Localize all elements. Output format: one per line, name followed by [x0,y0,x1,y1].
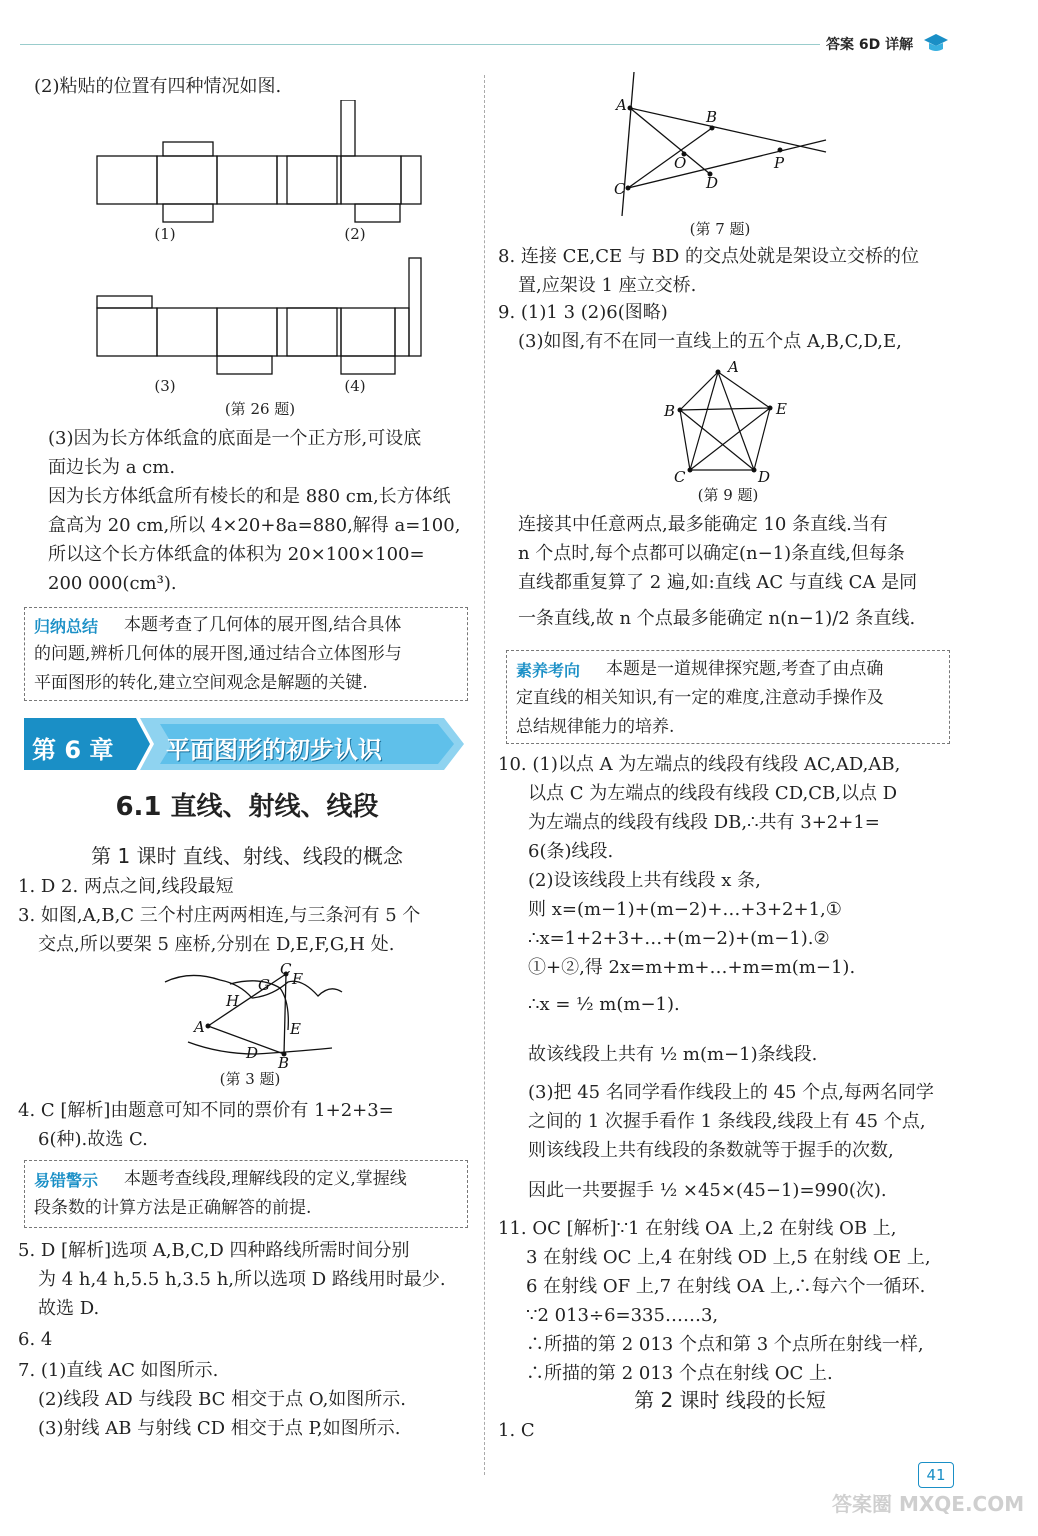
svg-text:P: P [774,154,785,172]
svg-text:G: G [258,976,270,994]
fig26-label-1: (1) [154,225,176,243]
answer-q9-line: (3)如图,有不在同一直线上的五个点 A,B,C,D,E, [518,331,902,352]
warning-tag: 易错警示 [34,1171,99,1190]
q26-part3-line: 因为长方体纸盒所有棱长的和是 880 cm,长方体纸 [48,486,451,507]
answer-q10-line: ∴x=1+2+3+…+(m−2)+(m−1).② [528,928,830,949]
figure-9-pentagon [660,358,800,484]
svg-text:D: D [246,1044,259,1062]
answer-q9-more: 直线都重复算了 2 遍,如:直线 AC 与直线 CA 是同 [518,572,918,593]
answer-q10-line: 10. (1)以点 A 为左端点的线段有线段 AC,AD,AB, [498,754,901,775]
answer-q9-more: n 个点时,每个点都可以确定(n−1)条直线,但每条 [518,543,905,564]
fig26-label-4: (4) [344,377,366,395]
answer-q5-line: 故选 D. [38,1298,100,1319]
answer-q10-line: 因此一共要握手 ½ ×45×(45−1)=990(次). [528,1180,887,1201]
answer-q10-line: 则该线段上共有线段的条数就等于握手的次数, [528,1140,894,1161]
chapter-label: 第 6 章 [32,736,114,764]
section-title: 6.1 直线、射线、线段 [115,792,379,822]
header-title: 答案 6D 详解 [826,37,914,53]
chapter-title: 平面图形的初步认识 [166,736,382,764]
figure-7-lines [600,70,840,220]
svg-text:A: A [194,1018,205,1036]
answer-q4-line: 6(种).故选 C. [38,1129,148,1150]
svg-text:A: A [616,96,627,114]
svg-text:A: A [728,358,739,376]
literacy-line: 定直线的相关知识,有一定的难度,注意动手操作及 [516,688,884,708]
svg-text:B: B [278,1054,290,1072]
answer-q3-line: 3. 如图,A,B,C 三个村庄两两相连,与三条河有 5 个 [18,905,421,926]
answer-q10-line: 之间的 1 次握手看作 1 条线段,线段上有 45 个点, [528,1111,926,1132]
answer-q7-line: (3)射线 AB 与射线 CD 相交于点 P,如图所示. [38,1418,401,1439]
answer-q11-line: ∵2 013÷6=335……3, [526,1305,719,1326]
fig7-caption: (第 7 题) [689,220,751,238]
answer-q7-line: 7. (1)直线 AC 如图所示. [18,1360,219,1381]
warning-line: 本题考查线段,理解线段的定义,掌握线 [124,1169,407,1189]
q26-part3-line: 所以这个长方体纸盒的体积为 20×100×100= [48,544,425,565]
summary-line: 的问题,辨析几何体的展开图,通过结合立体图形与 [34,644,402,664]
svg-text:O: O [674,154,687,172]
summary-line: 本题考查了几何体的展开图,结合具体 [124,615,402,635]
answer-q9-more: 连接其中任意两点,最多能确定 10 条直线.当有 [518,514,888,535]
figure-26-nets [90,100,430,420]
answer-q8-line: 8. 连接 CE,CE 与 BD 的交点处就是架设立交桥的位 [498,246,919,267]
fig26-caption: (第 26 题) [224,400,296,418]
header-rule [20,44,820,45]
answer-q11-line: ∴所描的第 2 013 个点在射线 OC 上. [526,1363,833,1384]
answer-q10-line: ①+②,得 2x=m+m+…+m=m(m−1). [528,957,856,978]
lesson1-title: 第 1 课时 直线、射线、线段的概念 [91,844,403,868]
answer-q10-line: ∴x = ½ m(m−1). [528,994,680,1015]
answer-lesson2-q1: 1. C [498,1420,535,1441]
svg-text:C: C [614,180,626,198]
summary-tag: 归纳总结 [34,617,99,636]
answer-q5-line: 为 4 h,4 h,5.5 h,3.5 h,所以选项 D 路线用时最少. [38,1269,446,1290]
svg-text:D: D [706,174,719,192]
answer-q10-line: (2)设该线段上共有线段 x 条, [528,870,761,891]
svg-text:E: E [776,400,787,418]
answer-q10-line: (3)把 45 名同学看作线段上的 45 个点,每两名同学 [528,1082,934,1103]
svg-text:B: B [706,108,718,126]
svg-text:C: C [280,962,292,978]
answer-q6: 6. 4 [18,1329,53,1350]
lesson2-title: 第 2 课时 线段的长短 [634,1388,826,1412]
answer-q11-line: 3 在射线 OC 上,4 在射线 OD 上,5 在射线 OE 上, [526,1247,931,1268]
page-number: 41 [918,1462,954,1488]
answer-q7-line: (2)线段 AD 与线段 BC 相交于点 O,如图所示. [38,1389,407,1410]
answer-q11-line: 11. OC [解析]∵1 在射线 OA 上,2 在射线 OB 上, [498,1218,897,1239]
answer-q10-line: 以点 C 为左端点的线段有线段 CD,CB,以点 D [528,783,898,804]
answer-q11-line: 6 在射线 OF 上,7 在射线 OA 上,∴每六个一循环. [526,1276,926,1297]
fig26-label-2: (2) [344,225,366,243]
answer-q1-q2: 1. D 2. 两点之间,线段最短 [18,876,234,897]
fig3-caption: (第 3 题) [219,1070,281,1088]
warning-line: 段条数的计算方法是正确解答的前提. [34,1198,312,1218]
graduation-cap-icon [922,32,950,58]
summary-line: 平面图形的转化,建立空间观念是解题的关键. [34,673,368,693]
column-divider [484,75,485,1475]
literacy-line: 本题是一道规律探究题,考查了由点确 [606,659,884,679]
svg-text:E: E [290,1020,301,1038]
svg-text:B: B [664,402,676,420]
fig26-label-3: (3) [154,377,176,395]
q26-part3-line: 盒高为 20 cm,所以 4×20+8a=880,解得 a=100, [48,515,461,536]
watermark: 答案圈 MXQE.COM [832,1492,1025,1516]
fig9-caption: (第 9 题) [697,486,759,504]
literacy-line: 总结规律能力的培养. [516,717,675,737]
q26-part3-line: 面边长为 a cm. [48,457,176,478]
answer-q3-line: 交点,所以要架 5 座桥,分别在 D,E,F,G,H 处. [38,934,395,955]
q26-part3-line: 200 000(cm³). [48,573,177,594]
answer-q8-line: 置,应架设 1 座立交桥. [518,275,697,296]
answer-q9-line: 9. (1)1 3 (2)6(图略) [498,302,668,323]
answer-q10-line: 则 x=(m−1)+(m−2)+…+3+2+1,① [528,899,842,920]
answer-q10-line: 为左端点的线段有线段 DB,∴共有 3+2+1= [528,812,880,833]
q26-part2: (2)粘贴的位置有四种情况如图. [34,76,282,97]
figure-3-villages [160,962,350,1072]
literacy-tag: 素养考向 [516,661,581,680]
q26-part3-line: (3)因为长方体纸盒的底面是一个正方形,可设底 [48,428,422,449]
answer-q4-line: 4. C [解析]由题意可知不同的票价有 1+2+3= [18,1100,394,1121]
answer-q10-line: 6(条)线段. [528,841,614,862]
svg-text:F: F [292,970,303,988]
answer-q5-line: 5. D [解析]选项 A,B,C,D 四种路线所需时间分别 [18,1240,410,1261]
svg-text:H: H [226,992,240,1010]
answer-q10-line: 故该线段上共有 ½ m(m−1)条线段. [528,1044,818,1065]
svg-text:D: D [758,468,771,484]
svg-text:C: C [674,468,686,484]
answer-q11-line: ∴所描的第 2 013 个点和第 3 个点所在射线一样, [526,1334,924,1355]
answer-q9-more: 一条直线,故 n 个点最多能确定 n(n−1)/2 条直线. [518,608,916,629]
